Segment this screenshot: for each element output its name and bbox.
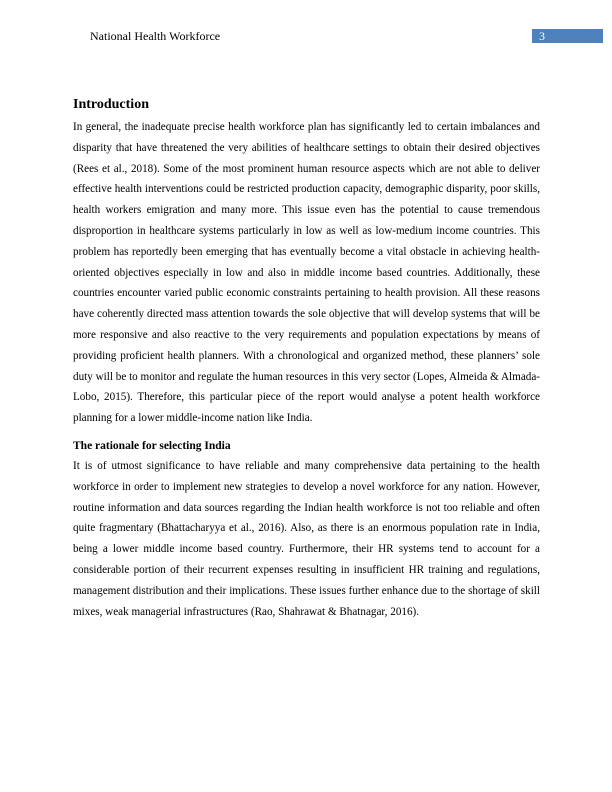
introduction-paragraph: In general, the inadequate precise health workforce plan has significantly led to certain imbalances and disparity that have threatened the very abilities of healthcare settings to obtain their desired objectives (Rees et al., 2018). Some of the most prominent human resource aspects which are not able to deliver effective health interventions could be restricted production capacity, demographic disparity, poor skills, health workers emigration and many more. This issue even has the potential to cause tremendous disproportion in healthcare systems particularly in low as well as low-medium income countries. This problem has reportedly been emerging that has eventually become a vital obstacle in achieving health-oriented objectives especially in low and also in middle income based countries. Additionally, these countries encounter varied public economic constraints pertaining to health provision. All these reasons have coherently directed mass attention towards the sole objective that will develop systems that will be more responsive and also reactive to the very requirements and population expectations by means of providing proficient health planners. With a chronological and organized method, these planners’ sole duty will be to monitor and regulate the human resources in this very sector (Lopes, Almeida & Almada-Lobo, 2015). Therefore, this particular piece of the report would analyse a potent health workforce planning for a lower middle-income nation like India. xyxy=(73,121,540,425)
page-number: 3 xyxy=(539,29,545,43)
section-heading-introduction: Introduction xyxy=(73,97,149,112)
document-body xyxy=(73,96,540,622)
running-header-title: National Health Workforce xyxy=(90,29,221,43)
section-heading-rationale: The rationale for selecting India xyxy=(73,439,231,452)
rationale-paragraph: It is of utmost significance to have reliable and many comprehensive data pertaining to the health workforce in order to implement new strategies to develop a novel workforce for any nation. However, routine information and data sources regarding the Indian health workforce is not too reliable and often quite fragmentary (Bhattacharyya et al., 2016). Also, as there is an enormous population rate in India, being a lower middle income based country. Furthermore, their HR systems tend to account for a considerable portion of their recurrent expenses resulting in insufficient HR training and regulations, management distribution and their implications. These issues further enhance due to the shortage of skill mixes, weak managerial infrastructures (Rao, Shahrawat & Bhatnagar, 2016). xyxy=(73,459,540,618)
page-number-badge xyxy=(532,29,603,43)
